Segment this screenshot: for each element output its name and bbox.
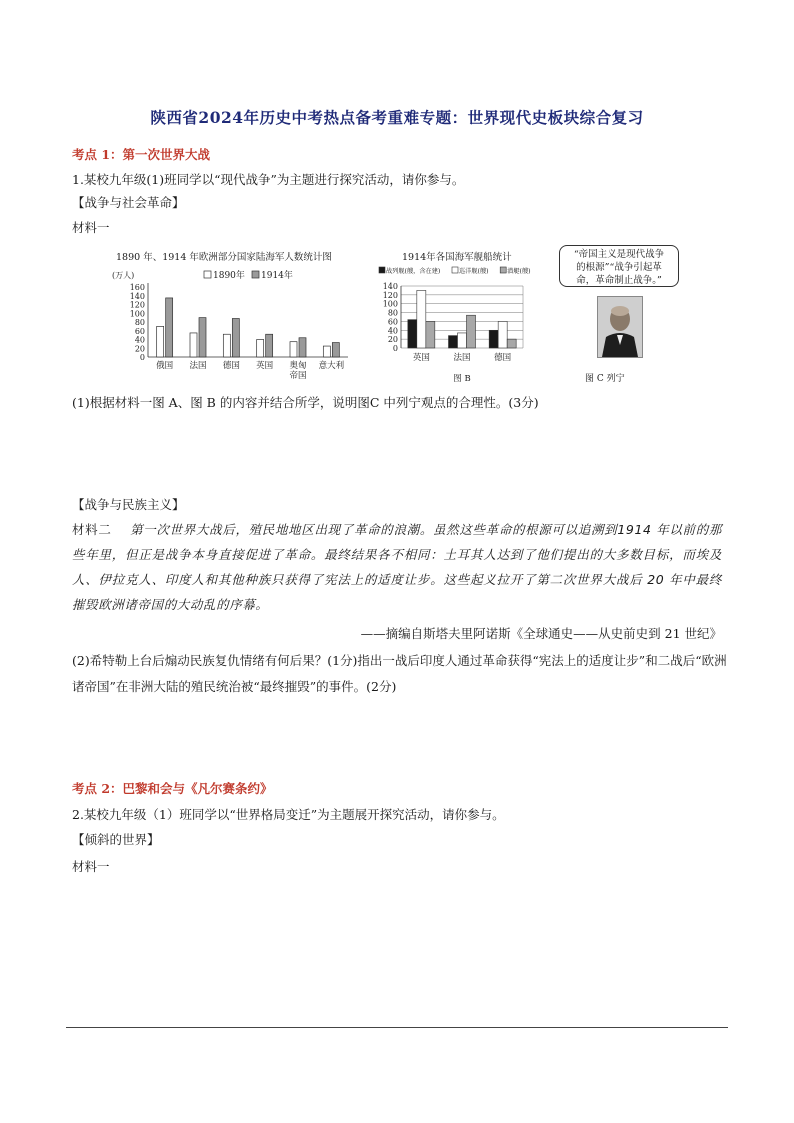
- question-1-part-2: (2)希特勒上台后煽动民族复仇情绪有何后果？(1分)指出一战后印度人通过革命获得“宪法上的适度让步”和二战后“欧洲诸帝国”在非洲大陆的殖民统治被“最终摧毁”的事件。(2分): [72, 653, 727, 694]
- bar-1890: [157, 326, 164, 357]
- y-tick-label: 0: [392, 344, 398, 353]
- y-tick-label: 40: [387, 326, 398, 336]
- page-title: 陕西省2024年历史中考热点备考重难专题：世界现代史板块综合复习: [150, 108, 644, 127]
- section-war-and-revolution: 【战争与社会革命】: [72, 195, 185, 210]
- x-category-label: 帝国: [289, 371, 307, 381]
- quote-line: 命，革命制止战争。”: [576, 275, 662, 286]
- lenin-portrait-image: [597, 296, 643, 358]
- question-1-part-1: (1)根据材料一图 A、图 B 的内容并结合所学，说明图C 中列宁观点的合理性。(3分): [72, 395, 539, 410]
- figure-a-title: 1890 年、1914 年欧洲部分国家陆海军人数统计图: [116, 252, 332, 263]
- kaodian-2-heading: 考点 2：巴黎和会与《凡尔赛条约》: [72, 781, 273, 796]
- x-category-label: 英国: [256, 361, 274, 371]
- figure-b-bar-chart: [365, 262, 535, 386]
- bar: [507, 339, 516, 348]
- question-1-intro: 1.某校九年级(1)班同学以“现代战争”为主题进行探究活动，请你参与。: [72, 172, 465, 187]
- x-category-label: 德国: [494, 353, 512, 363]
- bar-1914: [266, 334, 273, 357]
- legend-swatch-1914: [252, 271, 259, 278]
- material-2-paragraph: [72, 517, 722, 617]
- figure-a-bar-chart: [108, 265, 353, 385]
- material-2-label: 材料二: [72, 522, 112, 537]
- y-tick-label: 120: [382, 290, 398, 300]
- bar: [489, 330, 498, 348]
- x-category-label: 俄国: [156, 361, 174, 371]
- lenin-quote-bubble: [559, 245, 679, 287]
- x-category-label: 法国: [453, 353, 471, 363]
- y-tick-label: 20: [387, 335, 398, 345]
- y-tick-label: 0: [139, 353, 145, 362]
- bar: [408, 320, 417, 348]
- legend-label: 巡洋舰(艘): [459, 268, 489, 275]
- material-2-source: ——摘编自斯塔夫里阿诺斯《全球通史——从史前史到 21 世纪》: [360, 626, 722, 641]
- bar-1914: [232, 319, 239, 358]
- bar-1914: [299, 338, 306, 357]
- bar-1914: [332, 343, 339, 357]
- bar-1890: [190, 333, 197, 357]
- bar-1890: [290, 342, 297, 357]
- legend-swatch-1890: [204, 271, 211, 278]
- y-tick-label: 140: [382, 282, 398, 291]
- bar: [458, 333, 467, 348]
- y-tick-label: 100: [129, 309, 145, 319]
- legend-label: 战列舰(艘，含在建): [386, 268, 441, 275]
- legend-label-1890: 1890年: [213, 271, 245, 281]
- quote-line: “帝国主义是现代战争: [573, 249, 665, 260]
- x-category-label: 德国: [222, 361, 240, 371]
- legend-label-1914: 1914年: [261, 271, 293, 281]
- y-tick-label: 100: [382, 299, 398, 309]
- y-tick-label: 80: [387, 308, 398, 318]
- footer-divider: [66, 1027, 728, 1028]
- bar-1890: [257, 340, 264, 358]
- material-2-text: 第一次世界大战后，殖民地地区出现了革命的浪潮。虽然这些革命的根源可以追溯到1914 年以前的那些年里，但正是战争本身直接促进了革命。最终结果各不相同：土耳其人达到了他们提出的大多数目标，而埃及人、伊拉克人、印度人和其他种族只获得了宪法上的适度让步。这些起义拉开了第二次世界大战后 20 年中最终摧毁欧洲诸帝国的大动乱的序幕。: [72, 522, 722, 612]
- bar-1890: [323, 346, 330, 357]
- bar: [498, 321, 507, 348]
- kaodian-1-heading: 考点 1：第一次世界大战: [72, 147, 211, 162]
- y-tick-label: 160: [129, 283, 145, 292]
- bar: [417, 290, 426, 348]
- question-2-intro: 2.某校九年级（1）班同学以“世界格局变迁”为主题展开探究活动，请你参与。: [72, 807, 505, 822]
- material-1-label: 材料一: [72, 220, 110, 235]
- figure-c-caption: 图 C 列宁: [585, 374, 625, 384]
- y-tick-label: 20: [134, 344, 145, 354]
- legend-swatch: [500, 267, 506, 273]
- y-tick-label: 140: [129, 291, 145, 301]
- x-category-label: 奥匈: [289, 361, 307, 371]
- figure-a-unit-label: (万人): [112, 271, 135, 280]
- material-1-label-q2: 材料一: [72, 859, 110, 874]
- y-tick-label: 80: [134, 318, 145, 327]
- figure-b-title: 1914年各国海军舰船统计: [402, 252, 512, 263]
- quote-line: 的根源”“战争引起革: [576, 262, 662, 273]
- legend-swatch: [452, 267, 458, 273]
- section-tilted-world: 【倾斜的世界】: [72, 832, 160, 847]
- y-tick-label: 120: [129, 300, 145, 310]
- bar: [467, 315, 476, 348]
- x-category-label: 法国: [189, 361, 207, 371]
- y-tick-label: 60: [387, 317, 398, 327]
- section-war-and-nationalism: 【战争与民族主义】: [72, 497, 185, 512]
- bar-1914: [166, 298, 173, 357]
- y-tick-label: 60: [134, 326, 145, 336]
- x-category-label: 英国: [412, 353, 430, 363]
- bar: [449, 336, 458, 348]
- x-category-label: 意大利: [318, 361, 345, 371]
- bar: [426, 321, 435, 348]
- bar-1914: [199, 318, 206, 357]
- legend-label: 潜艇(艘): [507, 268, 531, 275]
- bar-1890: [223, 334, 230, 357]
- y-tick-label: 40: [134, 335, 145, 345]
- legend-swatch: [379, 267, 385, 273]
- figure-b-caption: 图 B: [453, 374, 471, 384]
